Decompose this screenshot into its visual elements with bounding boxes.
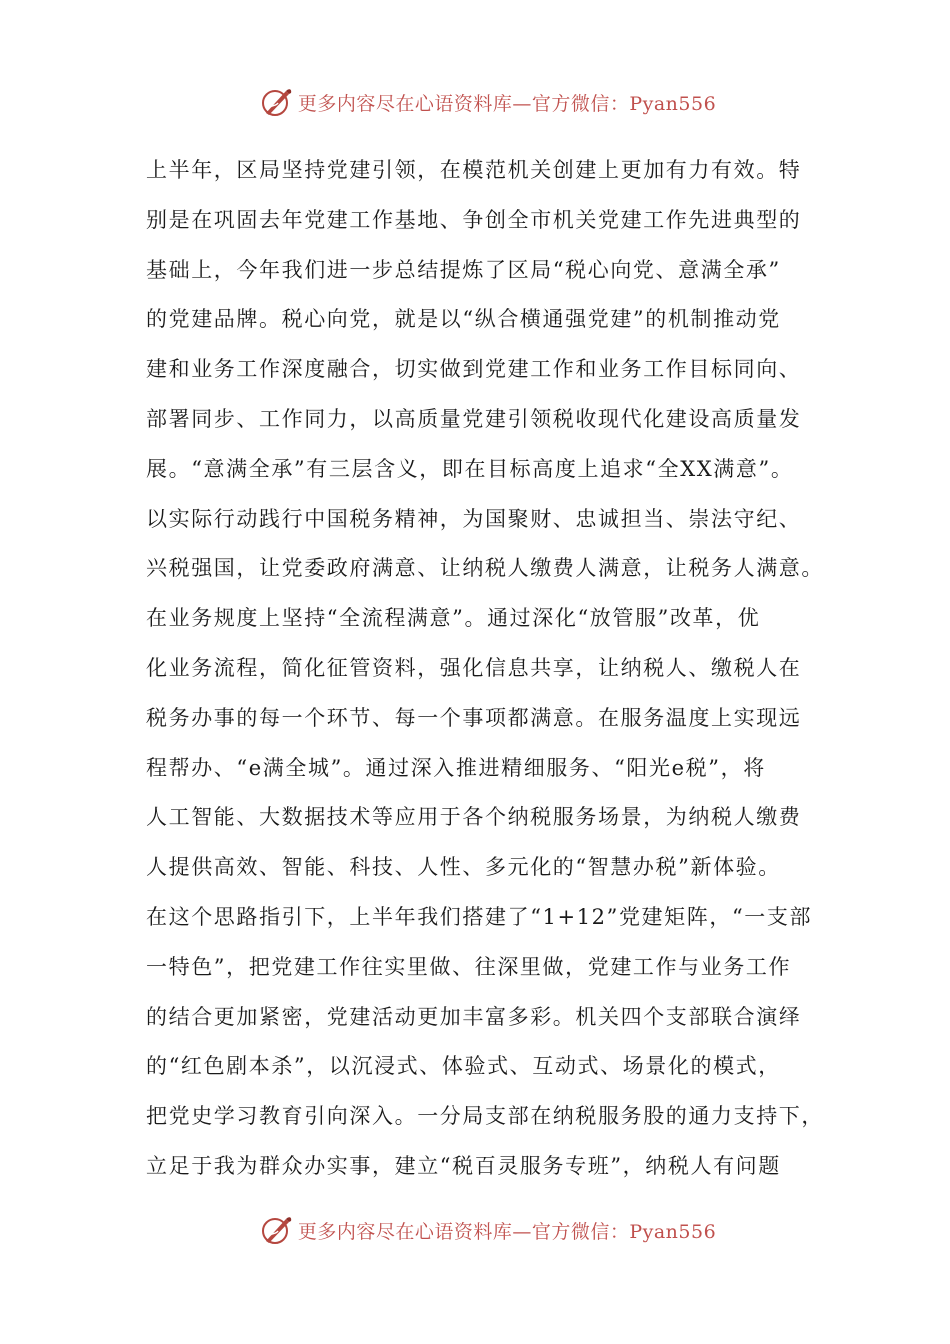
- body-line: 以实际行动践行中国税务精神，为国聚财、忠诚担当、崇法守纪、: [146, 506, 802, 531]
- body-line: 一特色”，把党建工作往实里做、往深里做，党建工作与业务工作: [146, 954, 792, 979]
- body-line: 别是在巩固去年党建工作基地、争创全市机关党建工作先进典型的: [146, 207, 802, 232]
- header-banner-inner: [260, 85, 716, 119]
- header-banner-text: 更多内容尽在心语资料库—官方微信：Pyan556: [297, 92, 717, 115]
- body-line: 建和业务工作深度融合，切实做到党建工作和业务工作目标同向、: [146, 357, 802, 382]
- body-line: 上半年，区局坚持党建引领，在模范机关创建上更加有力有效。特: [146, 158, 802, 182]
- body-line: 的结合更加紧密，党建活动更加丰富多彩。机关四个支部联合演绎: [146, 1004, 802, 1029]
- body-line: 部署同步、工作同力，以高质量党建引领税收现代化建设高质量发: [146, 406, 802, 431]
- body-line: 人提供高效、智能、科技、人性、多元化的“智慧办税”新体验。: [146, 855, 781, 880]
- body-line: 的“红色剧本杀”，以沉浸式、体验式、互动式、场景化的模式，: [146, 1054, 781, 1079]
- body-line: 在业务规度上坚持“全流程满意”。通过深化“放管服”改革，优: [146, 606, 761, 631]
- body-line: 展。“意满全承”有三层含义，即在目标高度上追求“全XX满意”。: [146, 456, 794, 481]
- footer-banner: [0, 1208, 950, 1252]
- body-line: 的党建品牌。税心向党，就是以“纵合横通强党建”的机制推动党: [146, 307, 781, 332]
- body-line: 立足于我为群众办实事，建立“税百灵服务专班”，纳税人有问题: [146, 1153, 781, 1178]
- body-line: 程帮办、“e满全城”。通过深入推进精细服务、“阳光e税”，将: [146, 755, 766, 780]
- body-line: 基础上，今年我们进一步总结提炼了区局“税心向党、意满全承”: [146, 257, 781, 282]
- footer-banner-text: 更多内容尽在心语资料库—官方微信：Pyan556: [297, 1220, 717, 1243]
- body-line: 把党史学习教育引向深入。一分局支部在纳税服务股的通力支持下，: [146, 1104, 824, 1129]
- body-line: 化业务流程，简化征管资料，强化信息共享，让纳税人、缴税人在: [146, 655, 802, 680]
- body-line: 人工智能、大数据技术等应用于各个纳税服务场景，为纳税人缴费: [146, 805, 802, 830]
- body-line: 兴税强国，让党委政府满意、让纳税人缴费人满意，让税务人满意。: [146, 556, 824, 581]
- header-banner: [0, 80, 950, 124]
- footer-banner-inner: [260, 1213, 716, 1247]
- quill-pen-logo-icon: [260, 85, 294, 119]
- document-body: [146, 150, 826, 1196]
- body-line: 税务办事的每一个环节、每一个事项都满意。在服务温度上实现远: [146, 705, 802, 730]
- quill-pen-logo-icon: [260, 1213, 294, 1247]
- body-line: 在这个思路指引下，上半年我们搭建了“1+12”党建矩阵，“一支部: [146, 904, 813, 929]
